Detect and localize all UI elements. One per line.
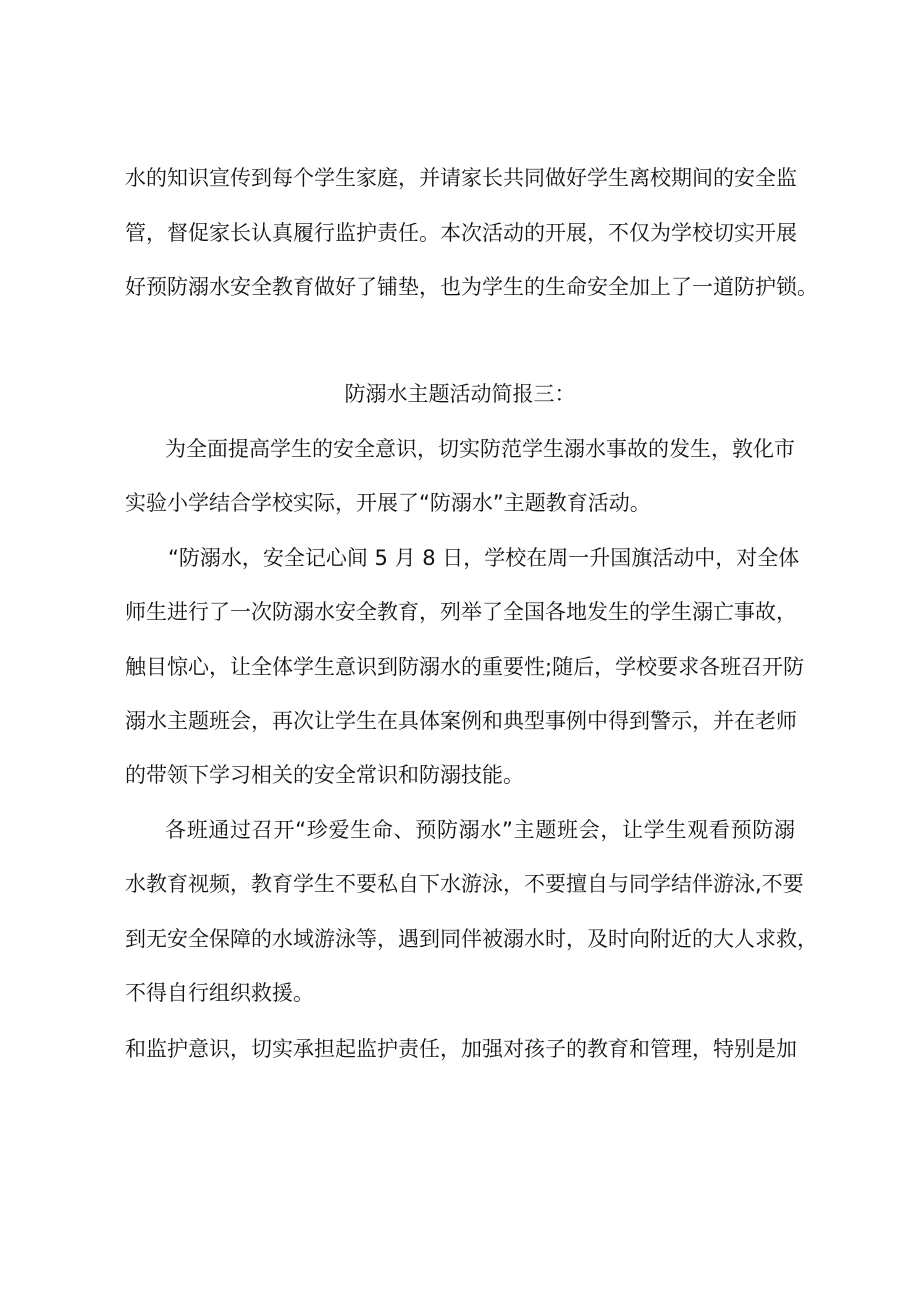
- text-line: 水教育视频，教育学生不要私自下水游泳，不要擅自与同学结伴游泳,不要: [125, 872, 804, 896]
- text-line: 师生进行了一次防溺水安全教育，列举了全国各地发生的学生溺亡事故，: [125, 600, 797, 624]
- text-line: 水的知识宣传到每个学生家庭，并请家长共同做好学生离校期间的安全监: [125, 166, 797, 190]
- text-line: 溺水主题班会，再次让学生在具体案例和典型事例中得到警示，并在老师: [125, 709, 797, 733]
- text-line: “防溺水，安全记心间 5 月 8 日，学校在周一升国旗活动中，对全体: [168, 546, 800, 570]
- text-line: 实验小学结合学校实际，开展了“防溺水”主题教育活动。: [125, 491, 651, 515]
- text-line: 为全面提高学生的安全意识，切实防范学生溺水事故的发生，敦化市: [165, 437, 795, 461]
- text-line: 不得自行组织救援。: [125, 981, 314, 1005]
- text-line: 好预防溺水安全教育做好了铺垫，也为学生的生命安全加上了一道防护锁。: [125, 275, 818, 299]
- text-line: 触目惊心，让全体学生意识到防溺水的重要性;随后，学校要求各班召开防: [125, 655, 805, 679]
- text-line: 各班通过召开“珍爱生命、预防溺水”主题班会，让学生观看预防溺: [165, 818, 795, 842]
- text-line: 管，督促家长认真履行监护责任。本次活动的开展，不仅为学校切实开展: [125, 221, 797, 245]
- text-line: 的带领下学习相关的安全常识和防溺技能。: [125, 763, 524, 787]
- section-title: 防溺水主题活动简报三：: [344, 382, 576, 406]
- text-line: 和监护意识，切实承担起监护责任，加强对孩子的教育和管理，特别是加: [125, 1037, 797, 1061]
- text-line: 到无安全保障的水域游泳等，遇到同伴被溺水时，及时向附近的大人求救，: [125, 927, 818, 951]
